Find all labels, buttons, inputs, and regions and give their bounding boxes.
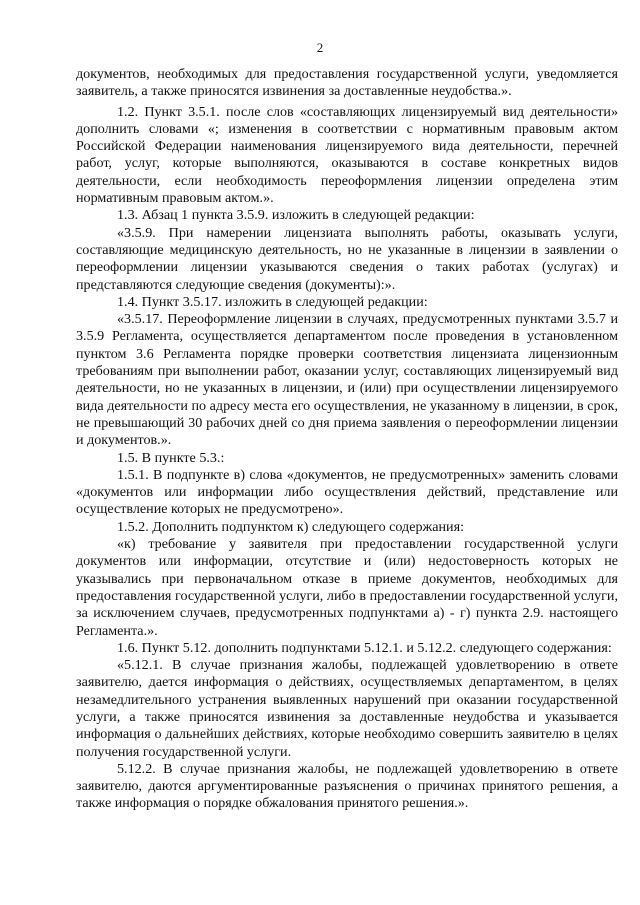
page-number: 2 — [316, 40, 324, 55]
paragraph-continuation: документов, необходимых для предоставления государственной услуги, уведомляется заявитель, а также приносятся извинения за доставленные неудобства.». — [76, 66, 618, 100]
paragraph-3-5-9-quote: «3.5.9. При намерении лицензиата выполнять работы, оказывать услуги, составляющие медицинскую деятельность, но не указанные в лицензии в заявлении о переоформлении лицензии указываются сведения о таких работах (услугах) и представляются следующие сведения (документы):». — [76, 224, 618, 293]
paragraph-subitem-k-quote: «к) требование у заявителя при предоставлении государственной услуги документов или информации, отсутствие и (или) недостоверность которых не указывались при первоначальном отказе в приеме документов, необходимых для предоставления государственной услуги, либо в предоставлении государственной услуги, за исключением случаев, предусмотренных подпунктами а) - г) пункта 2.9. настоящего Регламента.». — [76, 536, 618, 639]
paragraph-5-12-1-quote: «5.12.1. В случае признания жалобы, подлежащей удовлетворению в ответе заявителю, дается информация о действиях, осуществляемых департаментом, в целях незамедлительного устранения выявленных нарушений при оказании государственной услуги, а также приносятся извинения за доставленные неудобства и указывается информация о дальнейших действиях, которые необходимо совершить заявителю в целях получения государственной услуги. — [76, 657, 618, 760]
paragraph-1-4: 1.4. Пункт 3.5.17. изложить в следующей редакции: — [117, 293, 428, 310]
paragraph-1-2: 1.2. Пункт 3.5.1. после слов «составляющих лицензируемый вид деятельности» дополнить словами «; изменения в соответствии с нормативным правовым актом Российской Федерации наименования лицензируемого вида деятельности, перечней работ, услуг, которые выполняются, оказываются в составе конкретных видов деятельности, если необходимость переоформления лицензии определена этим нормативным правовым актом.». — [76, 103, 618, 207]
paragraph-1-5-1: 1.5.1. В подпункте в) слова «документов, не предусмотренных» заменить словами «документов или информации либо осуществления действий, представление или осуществление которых не предусмотрено». — [76, 466, 618, 518]
paragraph-1-6: 1.6. Пункт 5.12. дополнить подпунктами 5.12.1. и 5.12.2. следующего содержания: — [117, 639, 612, 656]
paragraph-3-5-17-quote: «3.5.17. Переоформление лицензии в случаях, предусмотренных пунктами 3.5.7 и 3.5.9 Регламента, осуществляется департаментом после проведения в установленном пунктом 3.6 Регламента порядке проверки соответствия лицензиата лицензионным требованиям при выполнении работ, оказании услуг, составляющих лицензируемый вид деятельности, но не указанных в лицензии, и (или) при осуществлении лицензируемого вида деятельности по адресу места его осуществления, не указанному в лицензии, в срок, не превышающий 30 рабочих дней со дня приема заявления о переоформлении лицензии и документов.». — [76, 311, 618, 449]
paragraph-5-12-2: 5.12.2. В случае признания жалобы, не подлежащей удовлетворению в ответе заявителю, даются аргументированные разъяснения о причинах принятого решения, а также информация о порядке обжалования принятого решения.». — [76, 760, 618, 812]
paragraph-1-5: 1.5. В пункте 5.3.: — [117, 449, 225, 466]
paragraph-1-5-2: 1.5.2. Дополнить подпунктом к) следующего содержания: — [117, 518, 464, 535]
paragraph-1-3: 1.3. Абзац 1 пункта 3.5.9. изложить в следующей редакции: — [117, 207, 475, 224]
document-body — [76, 66, 618, 813]
